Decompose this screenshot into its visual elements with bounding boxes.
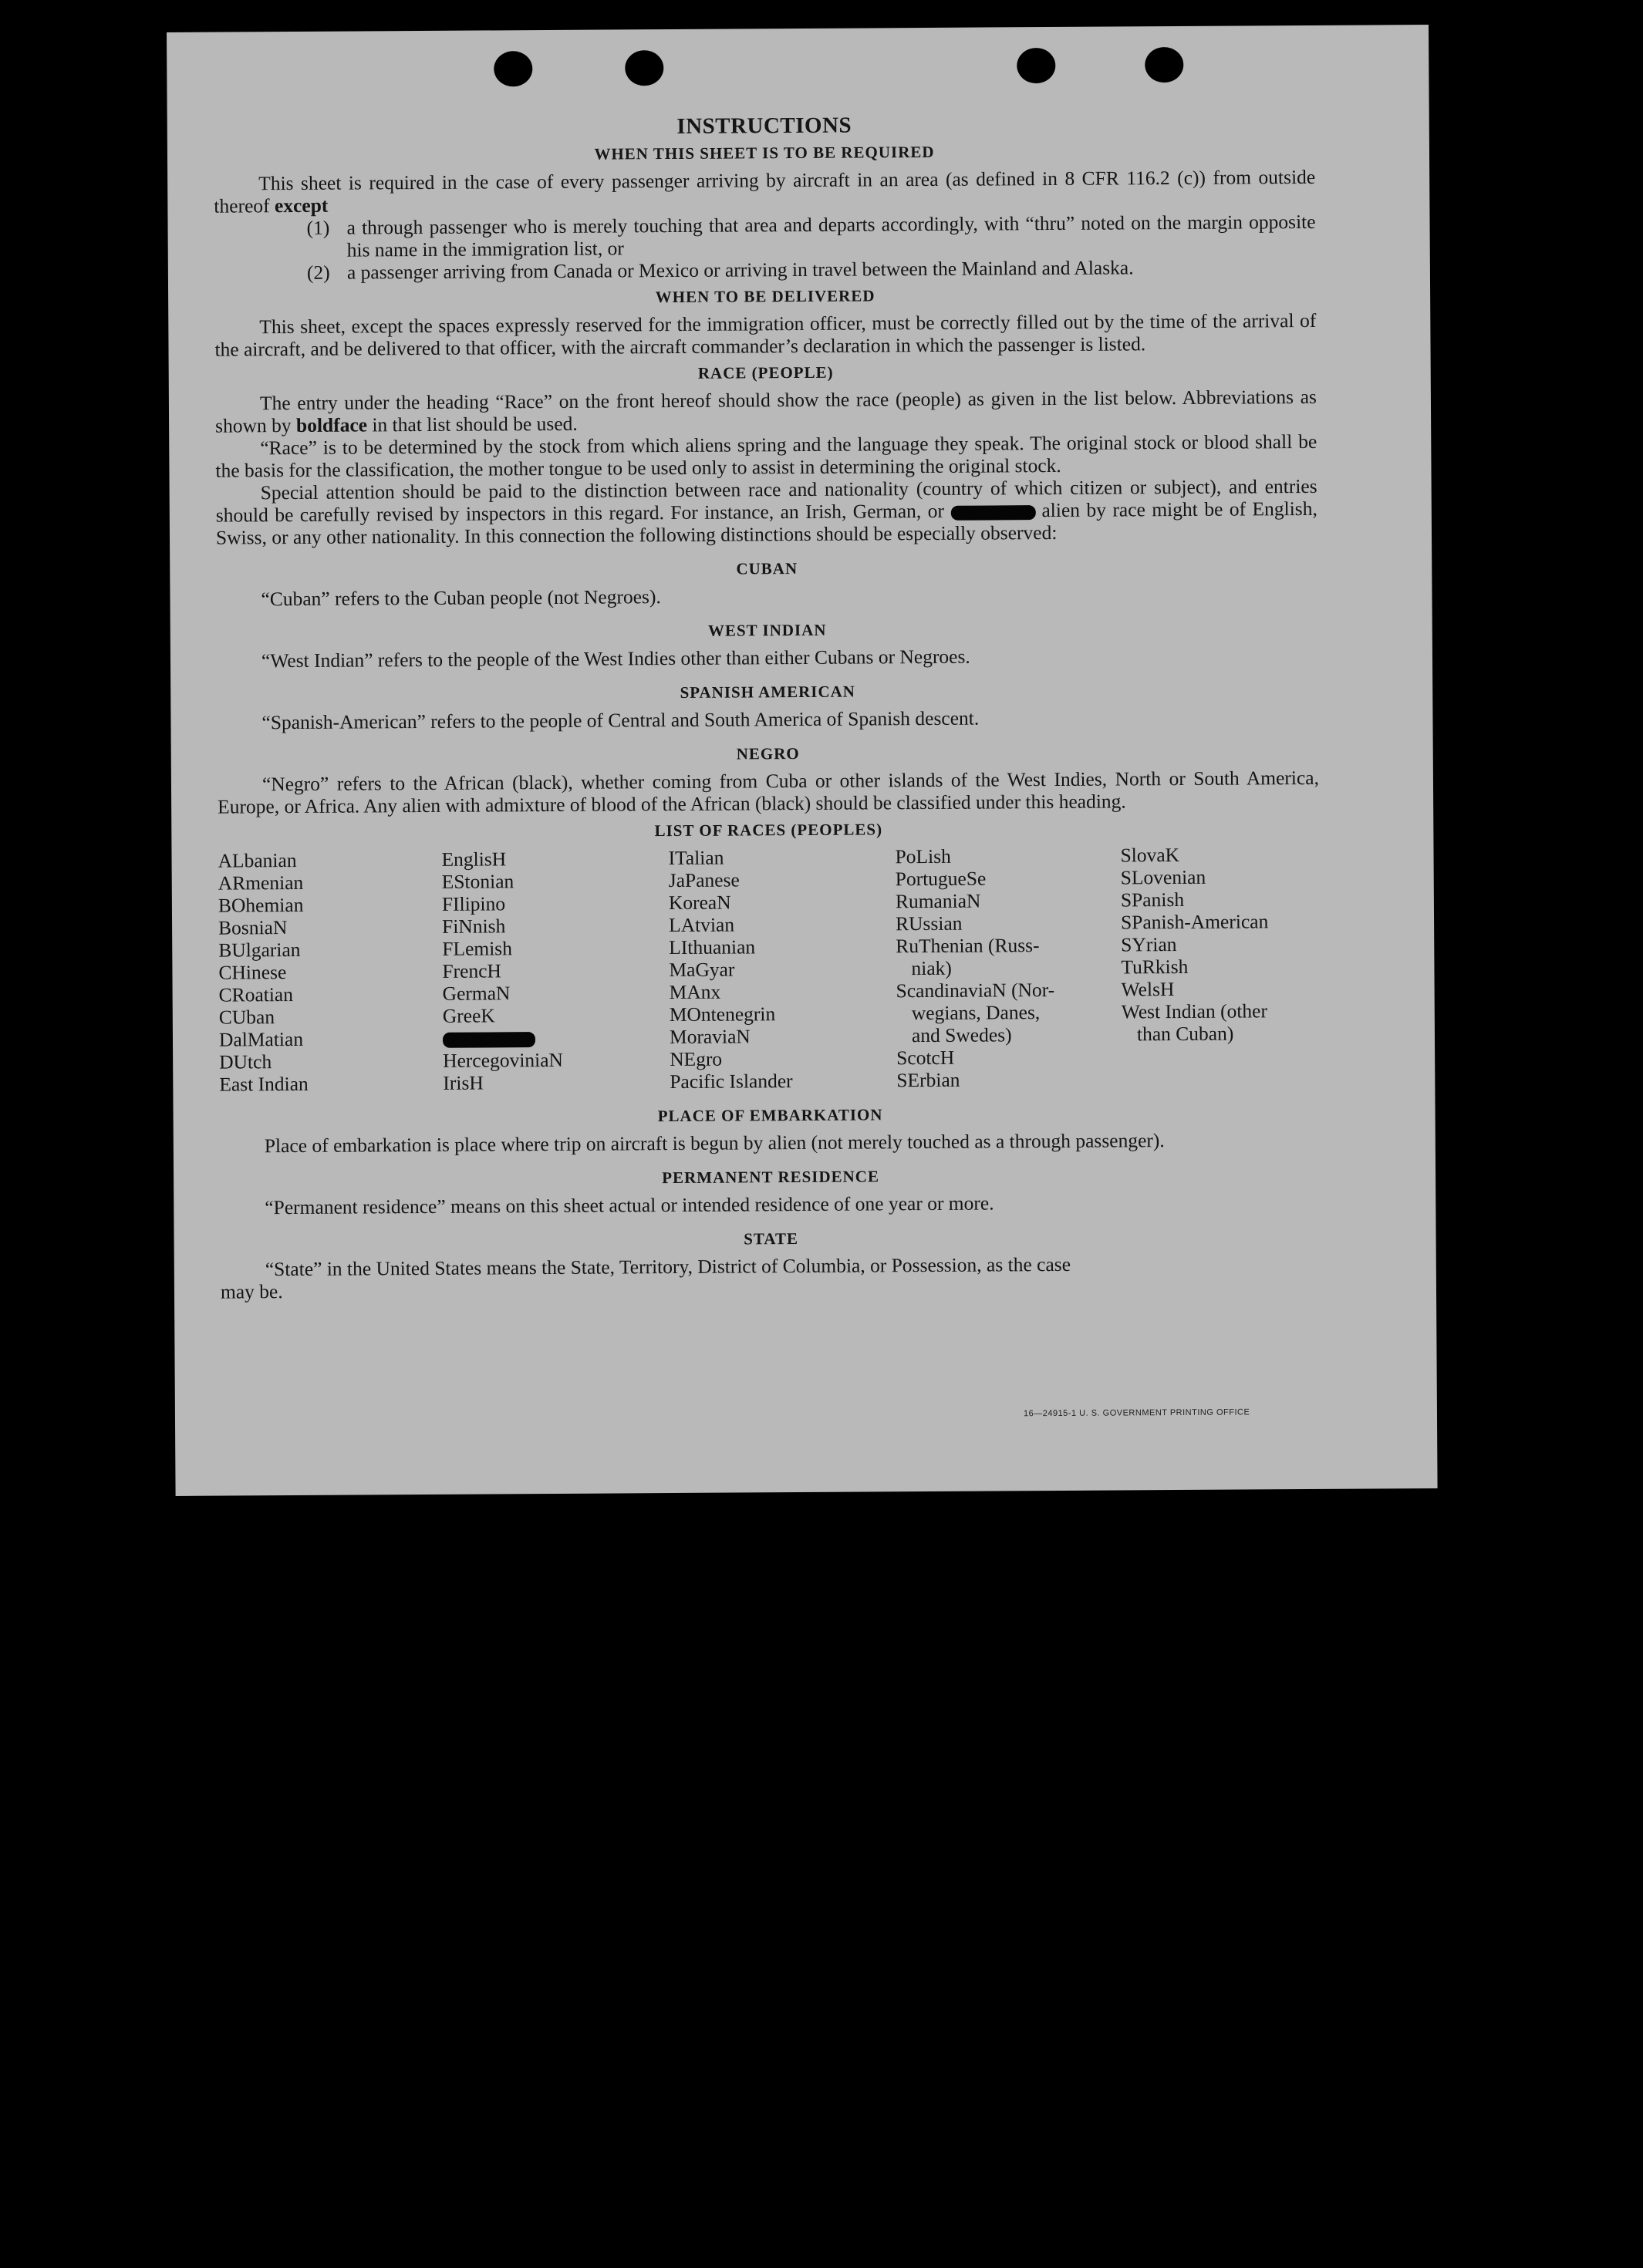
race-paragraph-3: Special attention should be paid to the distinction between race and nationality (country of which citizen or subject), and entries should be carefully revised by inspectors in this regard. For instance, an Irish, German, or alien by race might be of English, Swiss, or any other nationality. In this connection the following distinctions should be especially observed: — [215, 474, 1317, 549]
place-of-embarkation-text: Place of embarkation is place where trip on aircraft is begun by alien (not merely touched as a through passenger). — [264, 1129, 1165, 1158]
printing-office-imprint: 16—24915-1 U. S. GOVERNMENT PRINTING OFFICE — [1023, 1407, 1250, 1419]
cuban-heading: CUBAN — [736, 559, 798, 578]
race-item: FrencH — [442, 959, 502, 982]
race-item: SPanish — [1120, 888, 1185, 912]
exception-item-1: (1) a through passenger who is merely touching that area and departs accordingly, with “thru” noted on the margin opposite his name in the immigration list, or — [306, 210, 1316, 261]
punch-hole-3 — [1017, 48, 1055, 83]
redaction-mark — [950, 505, 1035, 521]
race-item: FiNnish — [442, 915, 506, 938]
races-column-2 — [441, 847, 670, 1094]
races-column-5 — [1120, 843, 1321, 1090]
race-item: CRoatian — [218, 983, 294, 1006]
race-item: MaGyar — [669, 958, 735, 982]
when-delivered-heading: WHEN TO BE DELIVERED — [655, 286, 875, 307]
negro-text: “Negro” refers to the African (black), whether coming from Cuba or other islands of the West Indies, North or South America, Europe, or Africa. Any alien with admixture of blood of the African (black) should be classified under this heading. — [218, 766, 1320, 818]
race-item: SYrian — [1121, 933, 1177, 956]
race-item — [443, 1026, 670, 1050]
race-item: and Swedes) — [911, 1023, 1012, 1047]
race-item: GreeK — [442, 1004, 495, 1027]
when-required-intro: This sheet is required in the case of every passenger arriving by aircraft in an area (as defined in 8 CFR 116.2 (c)) from outside thereof except — [214, 165, 1316, 217]
race-item: CUban — [218, 1006, 275, 1029]
west-indian-heading: WEST INDIAN — [707, 620, 827, 640]
race-item: niak) — [911, 956, 952, 980]
race-item: MAnx — [669, 980, 721, 1004]
race-item: HercegoviniaN — [443, 1048, 564, 1072]
races-column-3 — [668, 845, 896, 1093]
race-item: DalMatian — [218, 1027, 304, 1051]
race-item: ITalian — [668, 846, 724, 870]
race-item: LIthuanian — [669, 935, 756, 959]
race-item: MoraviaN — [669, 1025, 751, 1049]
race-item: RuThenian (Russ- — [896, 934, 1040, 958]
race-item: FLemish — [442, 937, 513, 960]
race-item: SlovaK — [1120, 843, 1180, 867]
race-item: than Cuban) — [1136, 1022, 1234, 1046]
races-column-1 — [218, 848, 443, 1096]
spanish-american-heading: SPANISH AMERICAN — [680, 682, 855, 702]
state-text-end: may be. — [220, 1280, 283, 1303]
race-paragraph-2: “Race” is to be determined by the stock from which aliens spring and the language they speak. The original stock or blood shall be the basis for the classification, the mother tongue to be used only to assist in determining the original stock. — [215, 430, 1317, 482]
race-item: SErbian — [896, 1068, 960, 1092]
negro-heading: NEGRO — [736, 744, 800, 763]
permanent-residence-text: “Permanent residence” means on this sheet actual or intended residence of one year or more. — [265, 1191, 994, 1219]
race-item: West Indian (other — [1121, 999, 1268, 1023]
race-item: East Indian — [219, 1072, 309, 1096]
west-indian-text: “West Indian” refers to the people of the West Indies other than either Cubans or Negroes. — [261, 645, 970, 672]
race-item: ScotcH — [896, 1046, 955, 1070]
redaction-mark — [443, 1032, 535, 1048]
when-delivered-text: This sheet, except the spaces expressly reserved for the immigration officer, must be correctly filled out by the time of the arrival of the aircraft, and be delivered to that officer, with the aircraft commander’s declaration in which the passenger is listed. — [214, 308, 1317, 361]
state-heading: STATE — [744, 1229, 799, 1249]
race-item: EnglisH — [441, 848, 507, 871]
race-item: NEgro — [670, 1047, 723, 1071]
instructions-content — [214, 112, 1322, 1303]
race-item: TuRkish — [1121, 955, 1189, 979]
state-text: “State” in the United States means the State, Territory, District of Columbia, or Possession, as the case — [265, 1252, 1071, 1281]
race-item: GermaN — [442, 982, 511, 1005]
races-list — [218, 843, 1321, 1096]
instructions-title: INSTRUCTIONS — [676, 113, 852, 139]
race-item: WelsH — [1121, 978, 1175, 1001]
race-item: Pacific Islander — [670, 1070, 793, 1094]
races-column-4 — [895, 844, 1122, 1091]
race-item — [1122, 1044, 1321, 1068]
race-item: MOntenegrin — [669, 1003, 776, 1026]
race-item: IrisH — [443, 1071, 484, 1094]
punch-hole-4 — [1145, 47, 1183, 83]
punch-hole-1 — [494, 51, 532, 86]
race-item: SLovenian — [1120, 865, 1206, 889]
race-item: EStonian — [441, 870, 514, 893]
race-paragraph-1: The entry under the heading “Race” on the front hereof should show the race (people) as given in the list below. Abbreviations as shown by boldface in that list should be used. — [215, 385, 1317, 437]
race-item: DUtch — [219, 1050, 272, 1073]
punch-hole-2 — [625, 50, 663, 86]
race-item: RumaniaN — [895, 889, 981, 913]
race-item: RUssian — [895, 912, 963, 935]
race-item: BUlgarian — [218, 938, 301, 962]
spanish-american-text: “Spanish-American” refers to the people of Central and South America of Spanish descent. — [261, 706, 980, 734]
race-item: SPanish-American — [1120, 910, 1269, 934]
race-item: ALbanian — [218, 848, 297, 872]
race-item: ScandinaviaN (Nor- — [896, 978, 1055, 1003]
race-item: BOhemian — [218, 893, 304, 917]
place-of-embarkation-heading: PLACE OF EMBARKATION — [657, 1105, 883, 1126]
cuban-text: “Cuban” refers to the Cuban people (not Negroes). — [261, 585, 661, 611]
race-item: wegians, Danes, — [911, 1001, 1041, 1025]
list-of-races-heading: LIST OF RACES (PEOPLES) — [654, 820, 883, 841]
race-item: KoreaN — [668, 891, 731, 915]
when-required-heading: WHEN THIS SHEET IS TO BE REQUIRED — [594, 142, 935, 163]
race-item: FIlipino — [441, 892, 506, 915]
permanent-residence-heading: PERMANENT RESIDENCE — [662, 1167, 880, 1188]
race-item: LAtvian — [668, 913, 735, 937]
race-heading: RACE (PEOPLE) — [697, 362, 834, 382]
race-item: ARmenian — [218, 871, 304, 895]
exception-item-2: (2) a passenger arriving from Canada or Mexico or arriving in travel between the Mainland and Alaska. — [306, 256, 1134, 284]
race-item: JaPanese — [668, 868, 740, 892]
race-item: PortugueSe — [895, 867, 987, 891]
race-item: BosniaN — [218, 916, 288, 939]
race-item — [1122, 1067, 1321, 1090]
document-sheet — [167, 25, 1438, 1496]
race-item: CHinese — [218, 961, 287, 984]
race-item: PoLish — [895, 844, 951, 868]
